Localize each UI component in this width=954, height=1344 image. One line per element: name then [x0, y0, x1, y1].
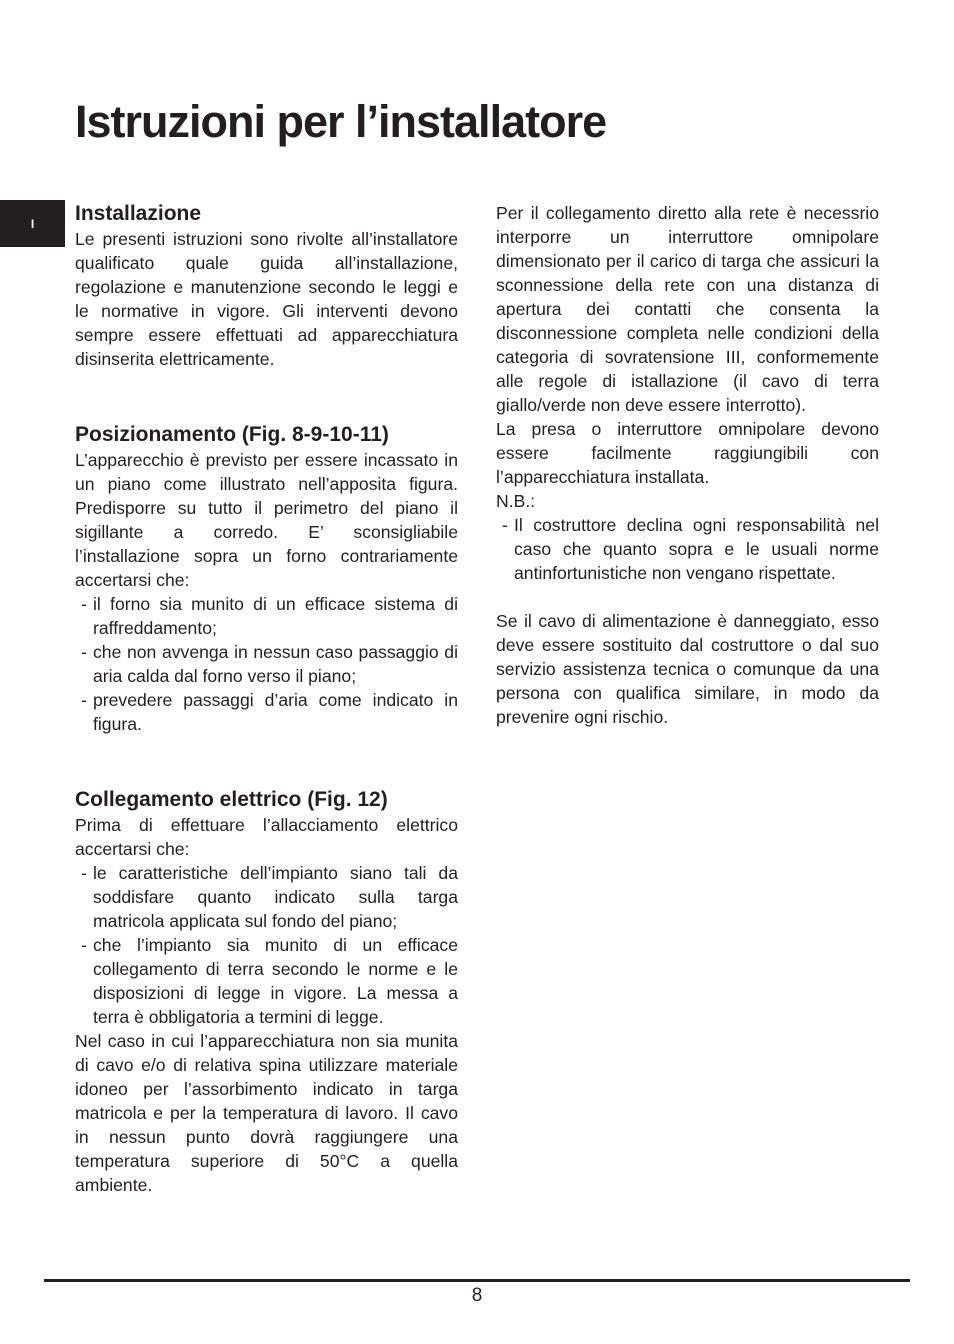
footer-divider	[44, 1279, 910, 1282]
left-column	[75, 201, 458, 1197]
paragraph-collegamento-diretto: Per il collegamento diretto alla rete è necessrio interporre un interruttore omnipolare dimensionato per il carico di targa che assicuri la sconnessione della rete con una distanza di apertura dei contatti che consenta la disconnessione completa nelle condizioni della categoria di sovratensione III, conformemente alle regole di istallazione (il cavo di terra giallo/verde non deve essere interrotto).	[496, 203, 879, 415]
list-posizionamento	[75, 592, 458, 736]
page-title: Istruzioni per l’installatore	[75, 96, 607, 147]
right-column	[496, 201, 879, 729]
list-item: - il forno sia munito di un efficace sistema di raffreddamento;	[75, 592, 458, 640]
list-item: - Il costruttore declina ogni responsabilità nel caso che quanto sopra e le usuali norme antinfortunistiche non vengano rispettate.	[496, 513, 879, 585]
list-nb	[496, 513, 879, 585]
list-item: - che non avvenga in nessun caso passaggio di aria calda dal forno verso il piano;	[75, 640, 458, 688]
language-tab	[0, 200, 65, 247]
section-heading-installazione: Installazione	[75, 202, 202, 225]
paragraph-presa: La presa o interruttore omnipolare devono essere facilmente raggiungibili con l’apparecchiatura installata.	[496, 419, 879, 487]
paragraph-collegamento: Prima di effettuare l’allacciamento elettrico accertarsi che:	[75, 815, 458, 859]
section-collegamento	[75, 787, 458, 1197]
paragraph-posizionamento: L’apparecchio è previsto per essere incassato in un piano come illustrato nell’apposita figura. Predisporre su tutto il perimetro del piano il sigillante a corredo. E’ sconsigliabile l’installazione sopra un forno contrariamente accertarsi che:	[75, 450, 458, 590]
section-installazione	[75, 201, 458, 371]
list-collegamento	[75, 861, 458, 1029]
list-item: - le caratteristiche dell’impianto siano tali da soddisfare quanto indicato sulla targa matricola applicata sul fondo del piano;	[75, 861, 458, 933]
section-heading-posizionamento: Posizionamento (Fig. 8-9-10-11)	[75, 423, 389, 446]
section-posizionamento	[75, 422, 458, 736]
section-heading-collegamento: Collegamento elettrico (Fig. 12)	[75, 788, 388, 811]
language-tab-label: I	[30, 216, 35, 231]
list-item: - prevedere passaggi d’aria come indicato in figura.	[75, 688, 458, 736]
page-number: 8	[471, 1285, 483, 1306]
paragraph-installazione: Le presenti istruzioni sono rivolte all’installatore qualificato quale guida all’installazione, regolazione e manutenzione secondo le leggi e le normative in vigore. Gli interventi devono sempre essere effettuati ad apparecchiatura disinserita elettricamente.	[75, 229, 458, 369]
paragraph-cavo-danneggiato: Se il cavo di alimentazione è danneggiato, esso deve essere sostituito dal costruttore o dal suo servizio assistenza tecnica o comunque da una persona con qualifica similare, in modo da prevenire ogni rischio.	[496, 611, 879, 727]
paragraph-collegamento-cavo: Nel caso in cui l’apparecchiatura non sia munita di cavo e/o di relativa spina utilizzare materiale idoneo per l’assorbimento indicato in targa matricola e per la temperatura di lavoro. Il cavo in nessun punto dovrà raggiungere una temperatura superiore di 50°C a quella ambiente.	[75, 1031, 458, 1195]
nb-label: N.B.:	[496, 491, 536, 511]
list-item: - che l’impianto sia munito di un efficace collegamento di terra secondo le norme e le disposizioni di legge in vigore. La messa a terra è obbligatoria a termini di legge.	[75, 933, 458, 1029]
